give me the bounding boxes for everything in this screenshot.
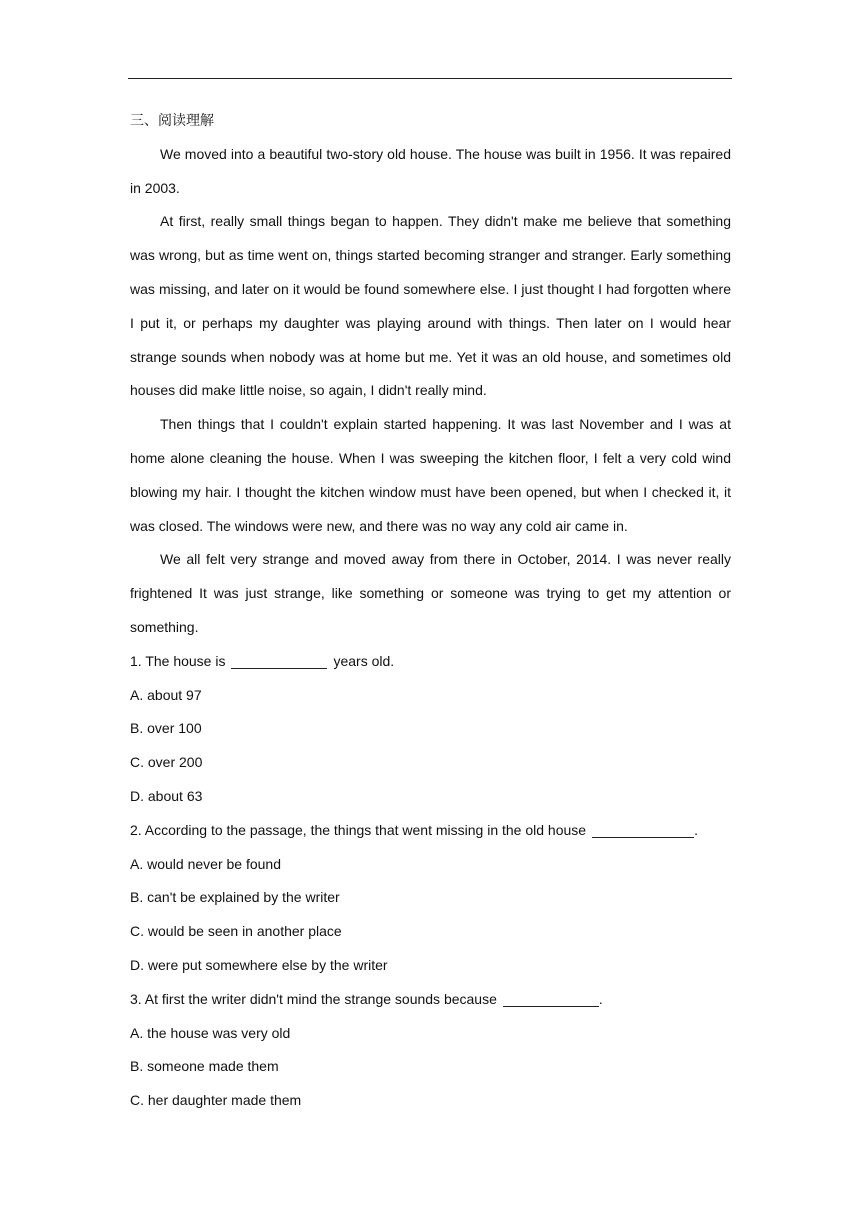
question-3 <box>130 983 731 1017</box>
document-body <box>130 104 731 1118</box>
question-3-stem: 3. At first the writer didn't mind the strange sounds because <box>130 990 497 1007</box>
answer-blank-2 <box>592 821 694 838</box>
passage-paragraph-2: At first, really small things began to happen. They didn't make me believe that something was wrong, but as time went on, things started becoming stranger and stranger. Early something was missing, and later on it would be found somewhere else. I just thought I had forgotten where I put it, or perhaps my daughter was playing around with things. Then later on I would hear strange sounds when nobody was at home but me. Yet it was an old house, and sometimes old houses did make little noise, so again, I didn't really mind. <box>130 213 731 399</box>
question-1 <box>130 645 731 679</box>
question-2-stem-end: . <box>694 821 698 838</box>
question-3-option-a: A. the house was very old <box>130 1024 291 1041</box>
question-1-stem: 1. The house is <box>130 652 226 669</box>
question-3-stem-end: . <box>598 990 603 1007</box>
question-2-option-b: B. can't be explained by the writer <box>130 889 340 906</box>
question-3-option-b: B. someone made them <box>130 1058 279 1075</box>
section-title: 三、阅读理解 <box>130 112 214 128</box>
question-2 <box>130 814 731 848</box>
question-1-stem-end: years old. <box>333 652 395 669</box>
question-1-option-c: C. over 200 <box>130 754 203 771</box>
question-1-option-a: A. about 97 <box>130 686 202 703</box>
passage-paragraph-1: We moved into a beautiful two-story old house. The house was built in 1956. It was repaired in 2003. <box>130 145 731 196</box>
question-2-option-d: D. were put somewhere else by the writer <box>130 956 388 973</box>
passage-paragraph-4: We all felt very strange and moved away from there in October, 2014. I was never really frightened It was just strange, like something or someone was trying to get my attention or something. <box>130 551 731 635</box>
question-2-stem: 2. According to the passage, the things that went missing in the old house <box>130 821 587 838</box>
answer-blank-3 <box>503 990 599 1007</box>
question-3-option-c: C. her daughter made them <box>130 1092 302 1109</box>
question-1-option-d: D. about 63 <box>130 787 203 804</box>
question-2-option-c: C. would be seen in another place <box>130 923 342 940</box>
passage-paragraph-3: Then things that I couldn't explain started happening. It was last November and I was at home alone cleaning the house. When I was sweeping the kitchen floor, I felt a very cold wind blowing my hair. I thought the kitchen window must have been opened, but when I checked it, it was closed. The windows were new, and there was no way any cold air came in. <box>130 416 731 534</box>
answer-blank-1 <box>231 652 327 669</box>
question-1-option-b: B. over 100 <box>130 720 202 737</box>
header-rule <box>128 78 732 79</box>
question-2-option-a: A. would never be found <box>130 855 281 872</box>
